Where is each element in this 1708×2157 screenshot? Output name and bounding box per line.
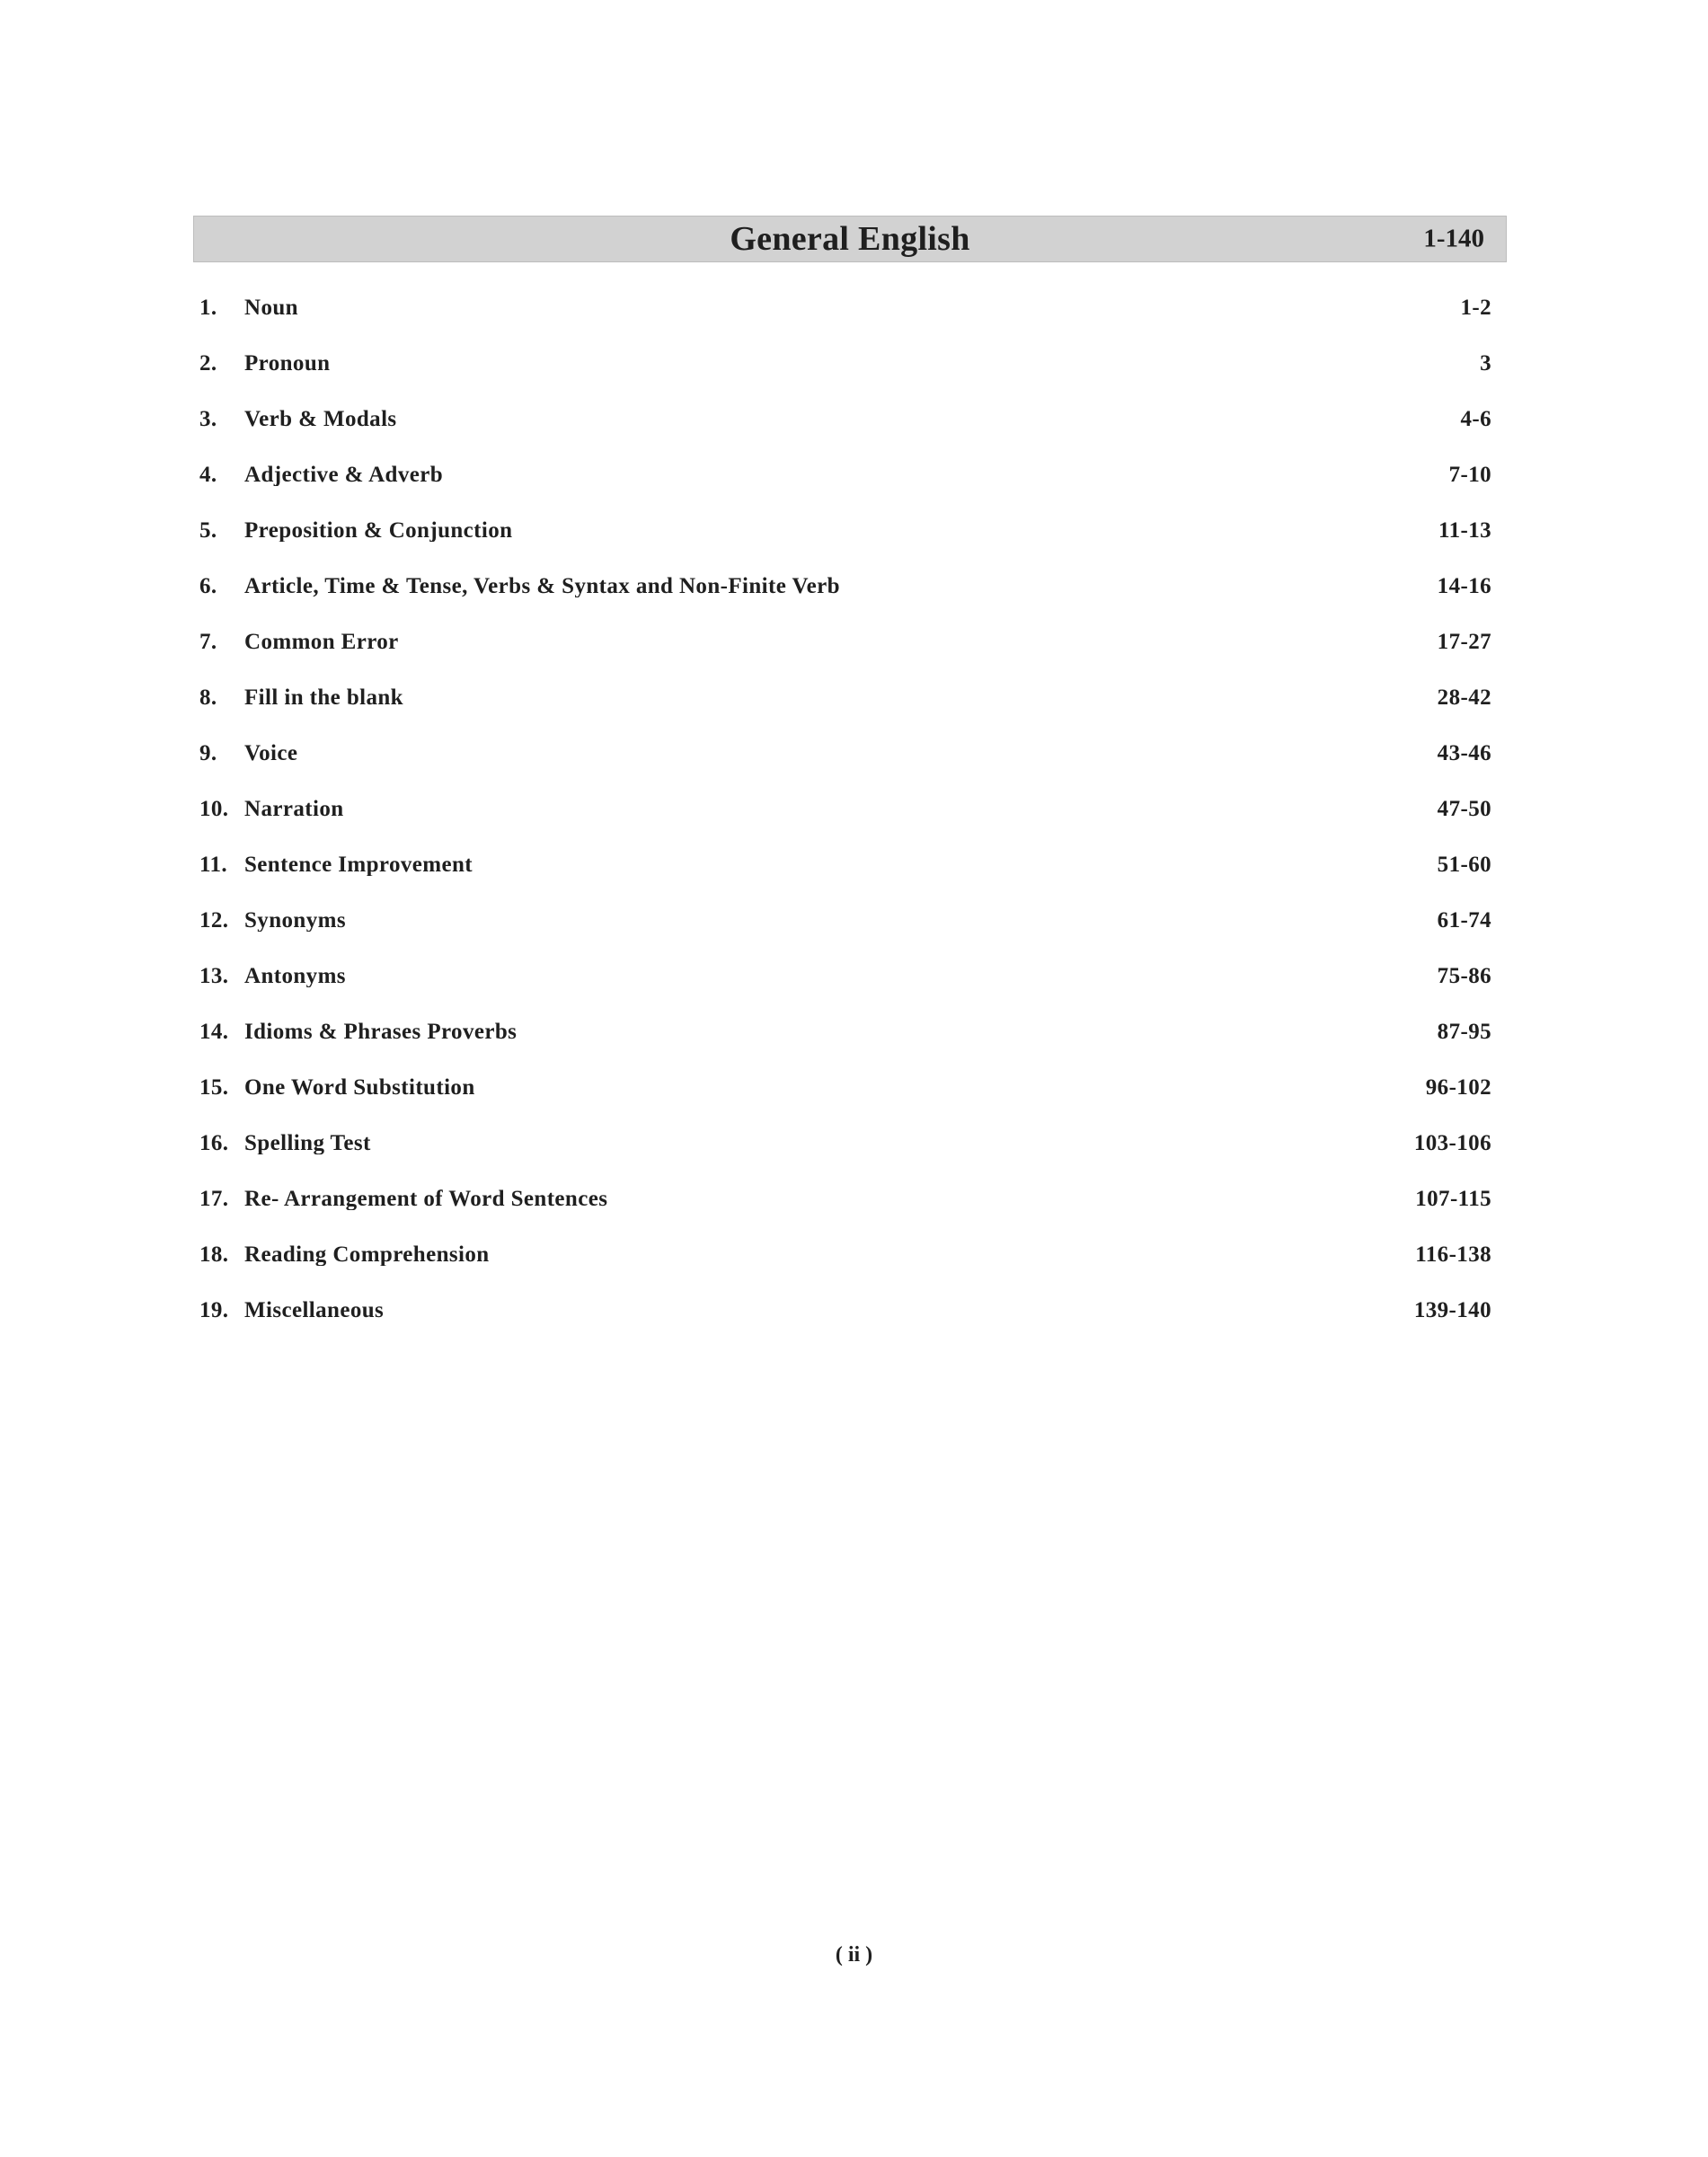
toc-item-label: Preposition & Conjunction (244, 518, 513, 542)
toc-row (199, 948, 1491, 1003)
toc-row (199, 558, 1491, 614)
toc-item-label: Article, Time & Tense, Verbs & Syntax and Non-Finite Verb (244, 574, 840, 597)
toc-item-number: 2. (199, 350, 217, 376)
toc-row (199, 446, 1491, 502)
toc-row (199, 725, 1491, 781)
toc-item-pages: 11-13 (1438, 517, 1491, 543)
toc-item-number: 5. (199, 517, 217, 543)
toc-item-pages: 107-115 (1415, 1186, 1491, 1211)
toc-item-number: 8. (199, 685, 217, 710)
toc-item-label: Idioms & Phrases Proverbs (244, 1020, 518, 1043)
toc-item-pages: 116-138 (1415, 1242, 1491, 1267)
toc-item-pages: 139-140 (1413, 1297, 1491, 1322)
toc-item-label: Reading Comprehension (244, 1242, 490, 1266)
toc-item-pages: 14-16 (1437, 573, 1491, 598)
toc-item-label: Sentence Improvement (244, 853, 473, 876)
toc-row (199, 391, 1491, 446)
toc-item-label: Fill in the blank (244, 685, 403, 709)
toc-item-number: 19. (199, 1297, 229, 1322)
toc-item-pages: 3 (1480, 350, 1491, 376)
toc-item-pages: 17-27 (1437, 629, 1491, 654)
toc-item-label: Pronoun (244, 351, 331, 375)
toc-row (199, 1059, 1491, 1115)
toc-item-label: Synonyms (244, 908, 346, 932)
toc-item-pages: 43-46 (1437, 740, 1491, 765)
section-title: General English (730, 220, 970, 258)
section-page-range: 1-140 (1423, 224, 1484, 253)
toc-item-pages: 4-6 (1460, 406, 1491, 431)
toc-row (199, 892, 1491, 948)
toc-row (199, 669, 1491, 725)
toc-row (199, 502, 1491, 558)
toc-item-number: 12. (199, 907, 229, 933)
toc-item-label: Spelling Test (244, 1131, 371, 1154)
toc-item-number: 4. (199, 462, 217, 487)
toc-item-number: 15. (199, 1074, 229, 1100)
toc-item-pages: 7-10 (1448, 462, 1491, 487)
toc-item-number: 18. (199, 1242, 229, 1267)
footer-page-number: ( ii ) (835, 1943, 873, 1967)
toc-row (199, 1115, 1491, 1171)
section-header-bar (193, 216, 1507, 262)
toc-list (199, 279, 1491, 1338)
toc-row (199, 1003, 1491, 1059)
toc-item-number: 10. (199, 796, 229, 821)
toc-item-pages: 61-74 (1437, 907, 1491, 933)
toc-item-pages: 87-95 (1437, 1019, 1491, 1044)
toc-item-pages: 75-86 (1437, 963, 1491, 988)
toc-item-pages: 51-60 (1437, 852, 1491, 877)
toc-item-number: 7. (199, 629, 217, 654)
toc-item-label: Adjective & Adverb (244, 463, 444, 486)
toc-item-pages: 47-50 (1437, 796, 1491, 821)
toc-item-label: Narration (244, 797, 344, 820)
toc-row (199, 1282, 1491, 1338)
toc-row (199, 781, 1491, 836)
toc-row (199, 335, 1491, 391)
toc-item-label: Miscellaneous (244, 1298, 385, 1322)
toc-item-label: Common Error (244, 630, 399, 653)
toc-row (199, 1226, 1491, 1282)
toc-item-label: Voice (244, 741, 298, 765)
toc-item-number: 11. (199, 852, 228, 877)
toc-item-number: 16. (199, 1130, 229, 1155)
toc-item-label: Noun (244, 296, 298, 319)
toc-item-number: 3. (199, 406, 217, 431)
toc-item-pages: 103-106 (1413, 1130, 1491, 1155)
toc-row (199, 614, 1491, 669)
toc-row (199, 836, 1491, 892)
toc-item-label: Re- Arrangement of Word Sentences (244, 1187, 608, 1210)
toc-item-label: Antonyms (244, 964, 346, 987)
toc-item-label: Verb & Modals (244, 407, 397, 430)
toc-item-label: One Word Substitution (244, 1075, 475, 1099)
toc-item-number: 14. (199, 1019, 229, 1044)
toc-item-pages: 96-102 (1425, 1074, 1491, 1100)
toc-item-number: 17. (199, 1186, 229, 1211)
toc-item-pages: 28-42 (1437, 685, 1491, 710)
toc-item-number: 1. (199, 295, 217, 320)
toc-item-number: 9. (199, 740, 217, 765)
toc-row (199, 1171, 1491, 1226)
toc-item-pages: 1-2 (1460, 295, 1491, 320)
toc-item-number: 6. (199, 573, 217, 598)
toc-item-number: 13. (199, 963, 229, 988)
toc-row (199, 279, 1491, 335)
